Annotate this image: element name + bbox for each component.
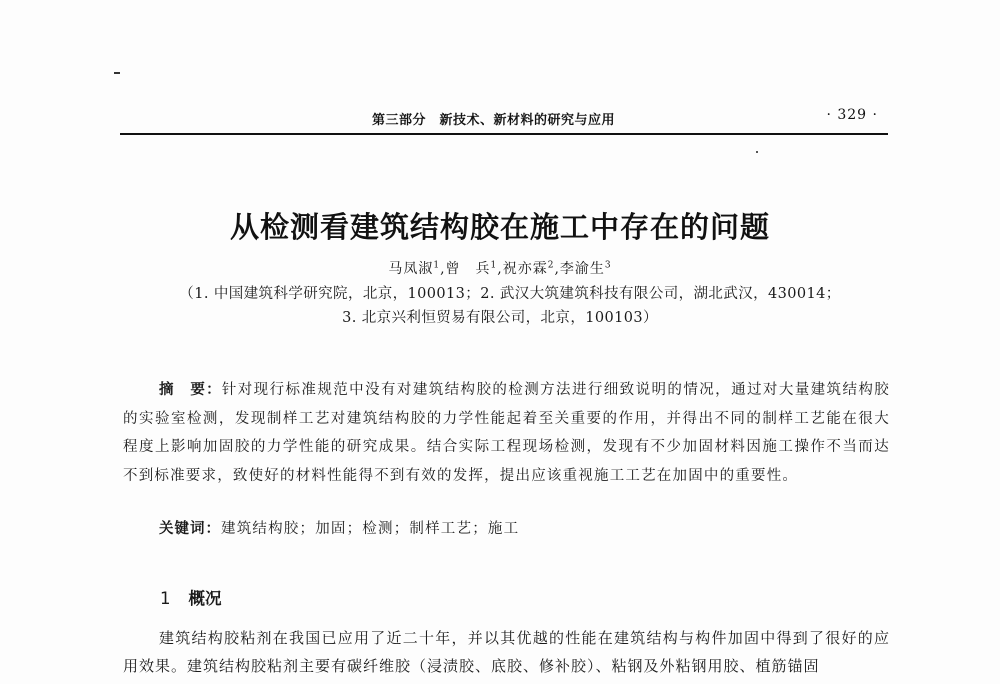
section-title: 概况 [188, 589, 222, 608]
keywords [159, 517, 519, 538]
author-affil-mark: 1 [433, 260, 441, 271]
page-number: · 329 · [826, 107, 878, 123]
paper-title: 从检测看建筑结构胶在施工中存在的问题 [229, 210, 770, 244]
author-affil-mark: 3 [604, 260, 612, 271]
author-name: 曾 兵 [445, 261, 491, 277]
section-number: 1 [160, 589, 171, 608]
section-heading [160, 585, 222, 609]
keywords-text: 建筑结构胶；加固；检测；制样工艺；施工 [221, 521, 520, 537]
keywords-label: 关键词： [159, 521, 221, 537]
author-separator: , [497, 261, 503, 277]
author-separator: , [440, 261, 446, 277]
author-name: 李渝生 [559, 261, 605, 277]
body-paragraph: 建筑结构胶粘剂在我国已应用了近二十年，并以其优越的性能在建筑结构与构件加固中得到了很好的应用效果。建筑结构胶粘剂主要有碳纤维胶（浸渍胶、底胶、修补胶）、粘钢及外粘钢用胶、植筋锚固 [123, 629, 890, 675]
author-affil-mark: 2 [547, 260, 555, 271]
author-affil-mark: 1 [490, 260, 498, 271]
abstract-label: 摘 要： [159, 382, 222, 398]
author-line [0, 258, 1000, 278]
affiliation-line-1: （1. 中国建筑科学研究院，北京，100013；2. 武汉大筑建筑科技有限公司，湖北武汉，430014； [179, 286, 841, 302]
author-name: 祝亦霖 [502, 261, 548, 277]
header-rule [120, 133, 888, 135]
scan-speck [756, 151, 758, 153]
author-separator: , [554, 261, 560, 277]
abstract [123, 376, 890, 490]
running-header [120, 104, 890, 134]
running-header-section: 第三部分 新技术、新材料的研究与应用 [372, 113, 616, 128]
author-name: 马凤淑 [388, 261, 434, 277]
scan-speck [114, 72, 120, 74]
abstract-text: 针对现行标准规范中没有对建筑结构胶的检测方法进行细致说明的情况，通过对大量建筑结构胶的实验室检测，发现制样工艺对建筑结构胶的力学性能起着至关重要的作用，并得出不同的制样工艺能在很大程度上影响加固胶的力学性能的研究成果。结合实际工程现场检测，发现有不少加固材料因施工操作不当而达不到标准要求，致使好的材料性能得不到有效的发挥，提出应该重视施工工艺在加固中的重要性。 [123, 382, 890, 484]
affiliation-line-2: 3. 北京兴利恒贸易有限公司，北京，100103） [342, 310, 658, 326]
